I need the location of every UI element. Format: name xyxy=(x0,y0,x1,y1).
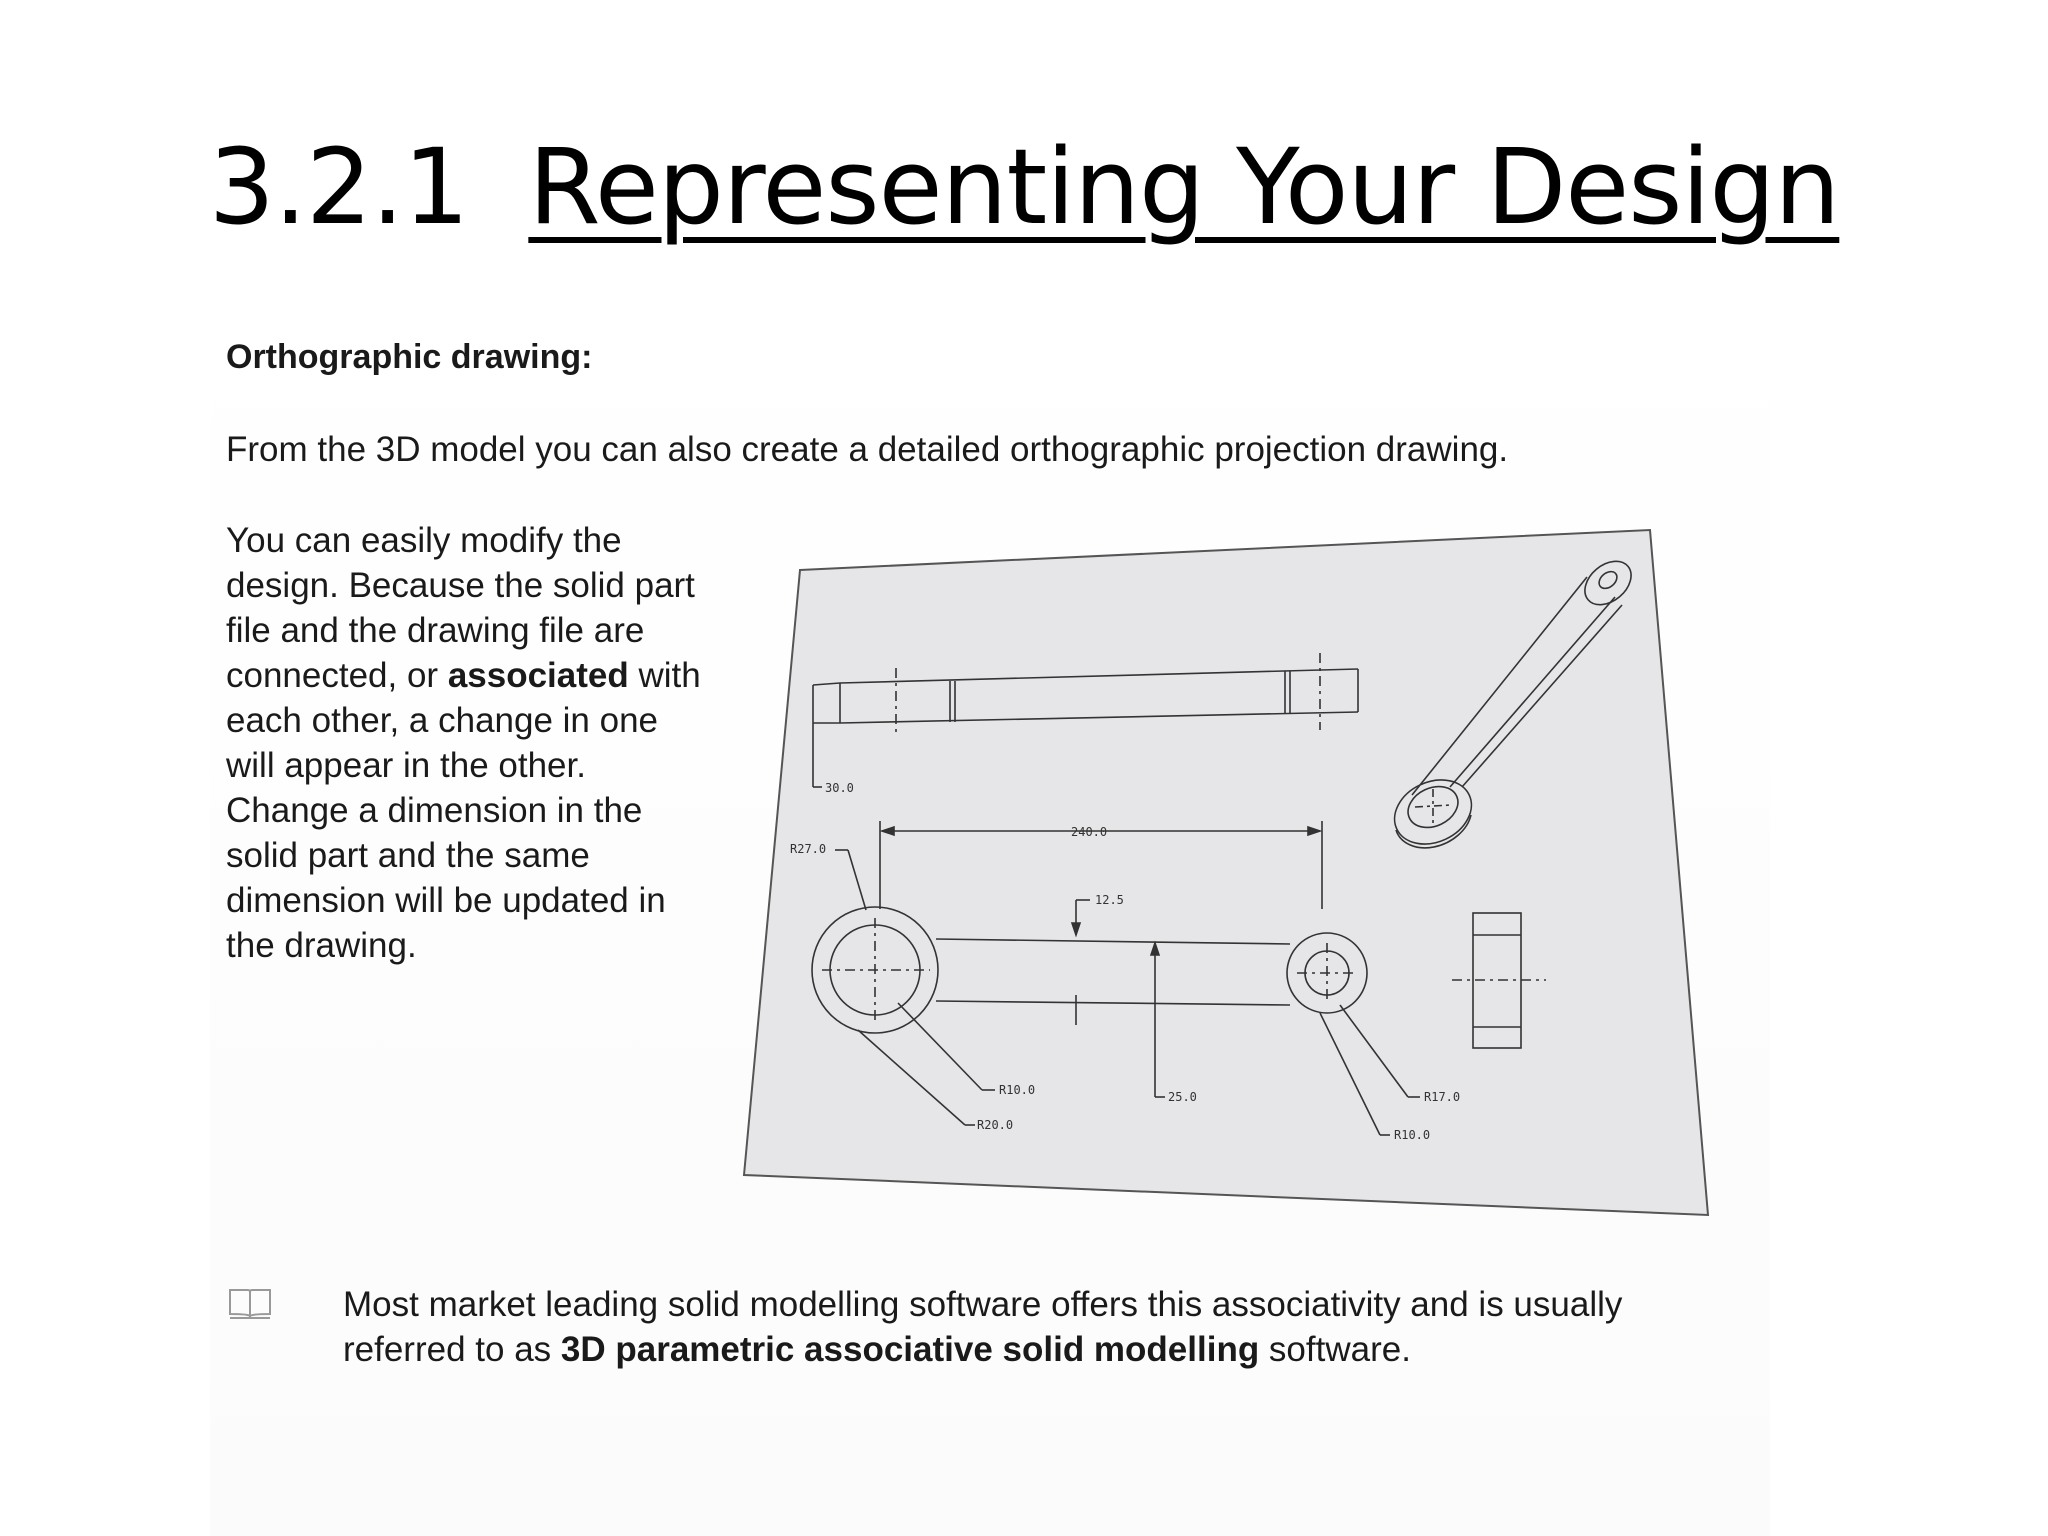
paragraph-text-2: with each other, a change in one will appear in the other. Change a dimension in the solid part and the same dimension will be updated in the drawing. xyxy=(226,656,701,965)
dim-small-outer-radius: R17.0 xyxy=(1424,1090,1461,1104)
section-number: 3.2.1 xyxy=(208,126,469,248)
page-title: Representing Your Design xyxy=(528,126,1840,248)
intro-text: From the 3D model you can also create a detailed orthographic projection drawing. xyxy=(226,430,1509,469)
dim-center-distance: 240.0 xyxy=(1071,825,1108,839)
drawing-sheet xyxy=(744,530,1708,1215)
dim-large-outer-radius: R27.0 xyxy=(790,842,827,856)
slide-title xyxy=(0,126,2048,248)
dim-web-height: 25.0 xyxy=(1168,1090,1197,1104)
paragraph-text-1: You can easily modify the design. Because the solid part file and the drawing file are connected, or xyxy=(226,521,695,695)
dim-web-thickness: 12.5 xyxy=(1095,893,1124,907)
section-heading: Orthographic drawing: xyxy=(226,338,593,376)
associativity-paragraph xyxy=(226,518,706,968)
note-bold-term: 3D parametric associative solid modelling xyxy=(560,1330,1260,1369)
dim-end-thickness: 30.0 xyxy=(825,781,854,795)
dim-small-inner-radius: R10.0 xyxy=(1394,1128,1431,1142)
book-icon xyxy=(228,1286,272,1320)
associativity-note xyxy=(343,1282,1743,1372)
dim-large-fillet-radius: R20.0 xyxy=(977,1118,1014,1132)
paragraph-bold-term: associated xyxy=(447,656,629,695)
note-text-1: Most market leading solid modelling software offers this associativity and is usually referred to as xyxy=(343,1285,1623,1369)
orthographic-drawing xyxy=(740,525,1720,1220)
note-text-2: software. xyxy=(1259,1330,1411,1369)
dim-large-inner-radius: R10.0 xyxy=(999,1083,1036,1097)
